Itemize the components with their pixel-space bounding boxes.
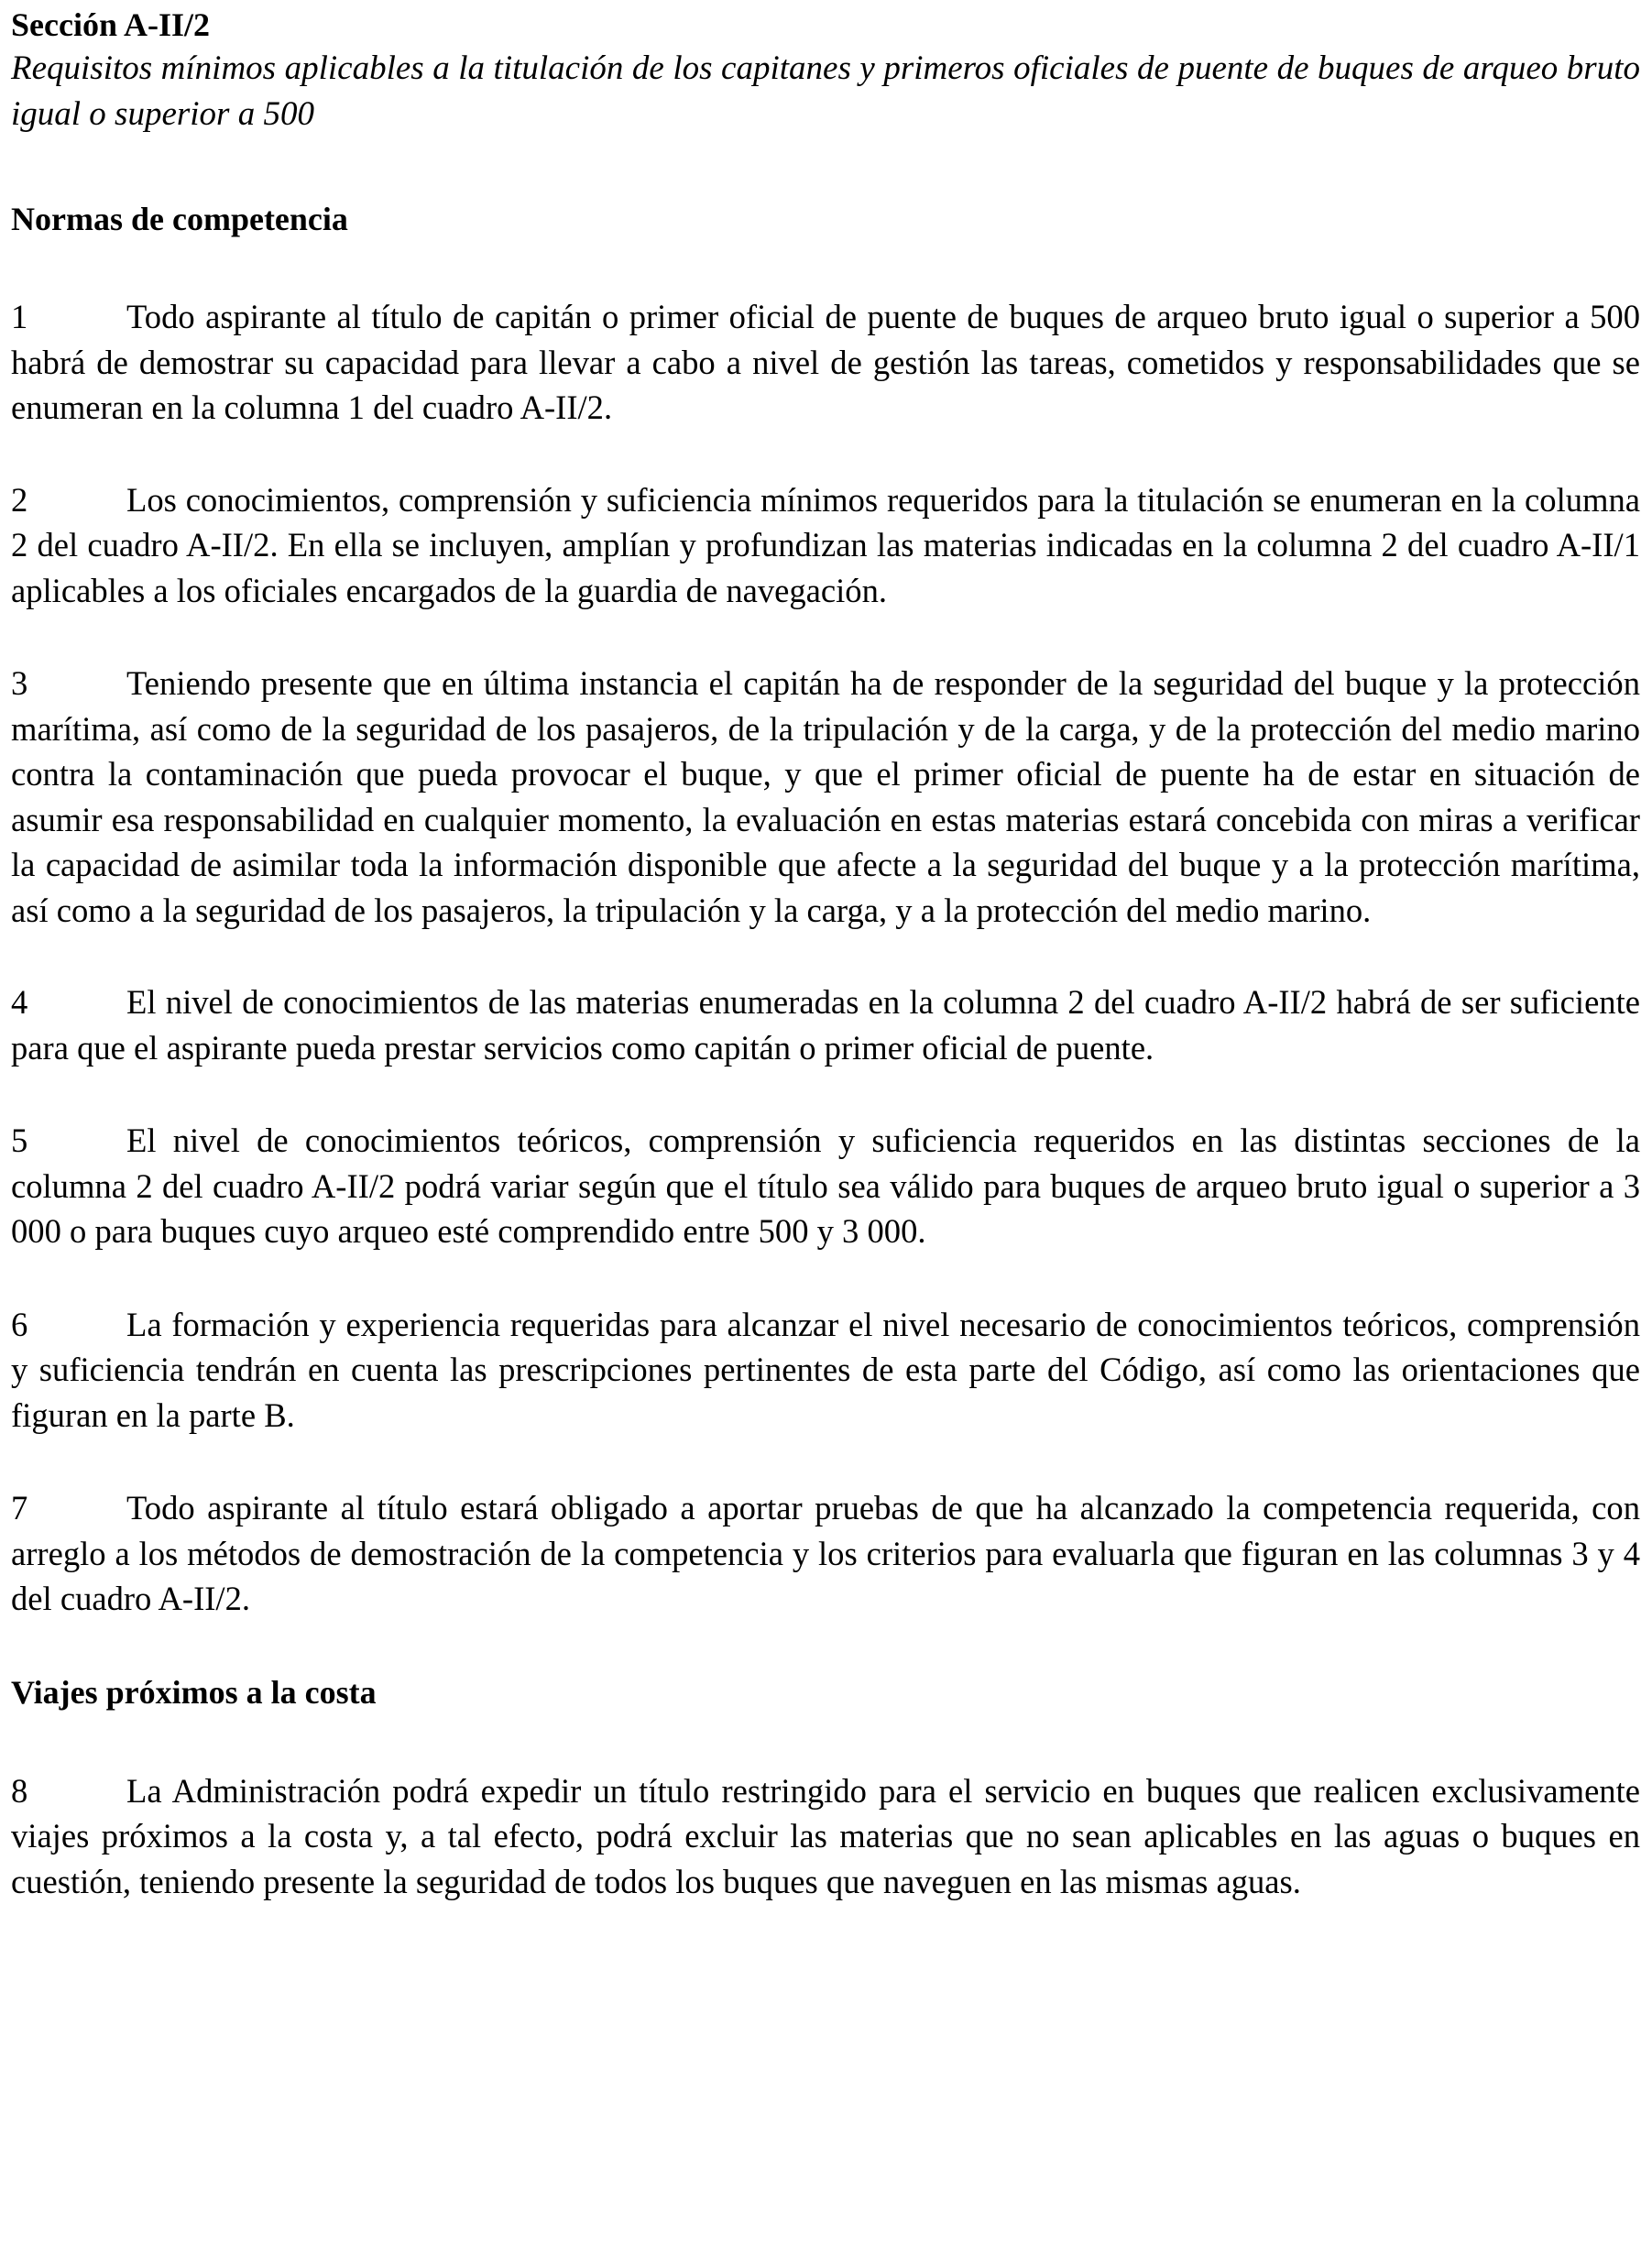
paragraph-text: La formación y experiencia requeridas para alcanzar el nivel necesario de conocimientos teóricos, comprensión y suficiencia tendrán en cuenta las prescripciones pertinentes de esta parte del Código, así como las orientaciones que figuran en la parte B. (11, 1305, 1640, 1434)
document-page (11, 0, 1640, 2265)
section-subtitle: Requisitos mínimos aplicables a la titulación de los capitanes y primeros oficiales de puente de buques de arqueo bruto igual o superior a 500 (11, 49, 1640, 133)
paragraph-number: 3 (11, 664, 28, 702)
paragraph-text: Todo aspirante al título estará obligado a aportar pruebas de que ha alcanzado la competencia requerida, con arreglo a los métodos de demostración de la competencia y los criterios para evaluarla que figuran en las columnas 3 y 4 del cuadro A-II/2. (11, 1489, 1640, 1617)
paragraph-6 (11, 1302, 1640, 1439)
paragraph-4 (11, 979, 1640, 1070)
paragraph-text: El nivel de conocimientos teóricos, comprensión y suficiencia requeridos en las distintas secciones de la columna 2 del cuadro A-II/2 podrá variar según que el título sea válido para buques de arqueo bruto igual o superior a 3 000 o para buques cuyo arqueo esté comprendido entre 500 y 3 000. (11, 1122, 1640, 1250)
paragraph-number: 4 (11, 983, 28, 1021)
paragraph-number: 5 (11, 1122, 28, 1159)
coastal-heading: Viajes próximos a la costa (11, 1673, 377, 1711)
paragraph-number: 8 (11, 1771, 28, 1810)
paragraph-1 (11, 294, 1640, 431)
paragraph-number: 1 (11, 298, 28, 335)
paragraph-text: El nivel de conocimientos de las materias enumeradas en la columna 2 del cuadro A-II/2 habrá de ser suficiente para que el aspirante pueda prestar servicios como capitán o primer oficial de puente. (11, 983, 1640, 1067)
paragraph-number: 2 (11, 480, 28, 519)
paragraph-5 (11, 1118, 1640, 1254)
section-heading: Sección A-II/2 (11, 6, 211, 43)
competence-heading: Normas de competencia (11, 201, 348, 237)
paragraph-8 (11, 1768, 1640, 1905)
paragraph-text: Todo aspirante al título de capitán o primer oficial de puente de buques de arqueo bruto igual o superior a 500 habrá de demostrar su capacidad para llevar a cabo a nivel de gestión las tareas, cometidos y responsabilidades que se enumeran en la columna 1 del cuadro A-II/2. (11, 298, 1640, 426)
paragraph-2 (11, 477, 1640, 614)
paragraph-text: Los conocimientos, comprensión y suficiencia mínimos requeridos para la titulación se enumeran en la columna 2 del cuadro A-II/2. En ella se incluyen, amplían y profundizan las materias indicadas en la columna 2 del cuadro A-II/1 aplicables a los oficiales encargados de la guardia de navegación. (11, 480, 1640, 609)
paragraph-number: 7 (11, 1489, 28, 1526)
paragraph-number: 6 (11, 1305, 28, 1343)
paragraph-text: Teniendo presente que en última instancia el capitán ha de responder de la seguridad del buque y la protección marítima, así como de la seguridad de los pasajeros, de la tripulación y de la carga, y de la protección del medio marino contra la contaminación que pueda provocar el buque, y que el primer oficial de puente ha de estar en situación de asumir esa responsabilidad en cualquier momento, la evaluación en estas materias estará concebida con miras a verificar la capacidad de asimilar toda la información disponible que afecte a la seguridad del buque y a la protección marítima, así como a la seguridad de los pasajeros, la tripulación y la carga, y a la protección del medio marino. (11, 664, 1640, 929)
paragraph-7 (11, 1485, 1640, 1622)
paragraph-text: La Administración podrá expedir un título restringido para el servicio en buques que realicen exclusivamente viajes próximos a la costa y, a tal efecto, podrá excluir las materias que no sean aplicables en las aguas o buques en cuestión, teniendo presente la seguridad de todos los buques que naveguen en las mismas aguas. (11, 1771, 1640, 1900)
paragraph-3 (11, 661, 1640, 933)
